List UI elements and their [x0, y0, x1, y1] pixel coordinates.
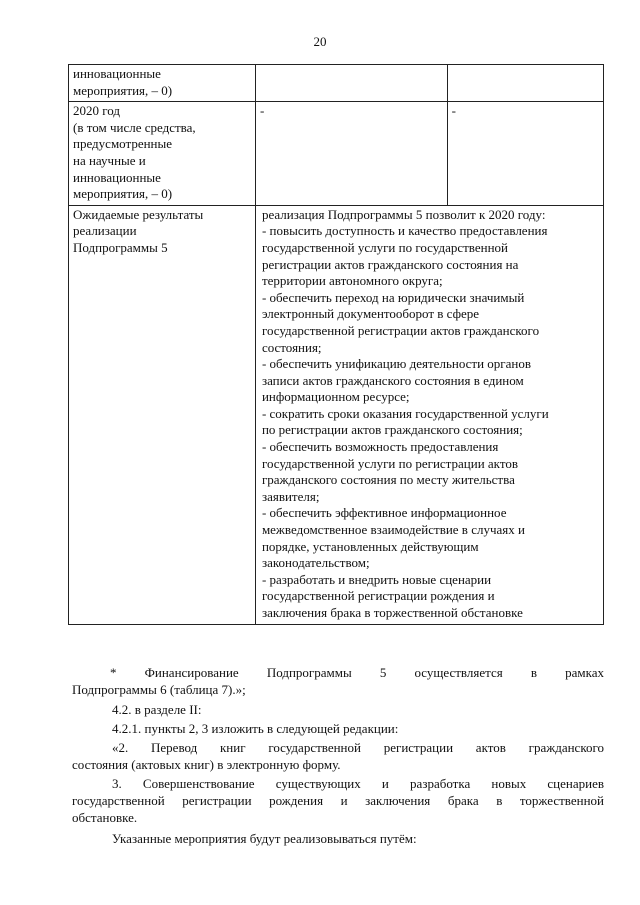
cell-line: 2020 год	[73, 103, 120, 119]
result-line: состояния;	[261, 339, 322, 355]
cell-line: инновационные	[73, 169, 161, 185]
cell-line: на научные и	[73, 152, 146, 168]
cell-dash: -	[451, 103, 456, 119]
cell-line: (в том числе средства,	[73, 119, 196, 135]
paragraph: 3. Совершенствование существующих и разработка новых сценариев	[112, 776, 604, 791]
footnote-line: Подпрограммы 6 (таблица 7).»;	[72, 682, 246, 697]
cell-line: реализации	[73, 223, 137, 239]
result-line: государственной регистрации актов гражданского	[261, 322, 540, 338]
cell-line: мероприятия, – 0)	[73, 186, 173, 202]
result-line: - обеспечить эффективное информационное	[261, 505, 507, 521]
table-row	[69, 205, 604, 624]
paragraph: состояния (актовых книг) в электронную форму.	[72, 757, 341, 772]
result-line: законодательством;	[261, 555, 370, 571]
cell-line: предусмотренные	[73, 136, 173, 152]
amendment-text	[72, 701, 604, 847]
footnote	[72, 664, 604, 698]
result-line: информационном ресурсе;	[261, 389, 410, 405]
subprogram-table	[68, 64, 604, 625]
table-cell-value	[447, 65, 603, 102]
result-line: реализация Подпрограммы 5 позволит к 2020 году:	[261, 206, 546, 222]
table-cell-label	[69, 65, 256, 102]
result-line: территории автономного округа;	[261, 273, 443, 289]
result-line: - разработать и внедрить новые сценарии	[261, 571, 492, 587]
table-cell-value	[255, 65, 447, 102]
result-line: - обеспечить унификацию деятельности органов	[261, 356, 532, 372]
result-line: государственной услуги по регистрации актов	[261, 455, 518, 471]
table-cell-value	[255, 102, 447, 206]
paragraph: 4.2.1. пункты 2, 3 изложить в следующей редакции:	[112, 721, 399, 736]
cell-line: мероприятия, – 0)	[73, 82, 173, 98]
table-cell-value	[447, 102, 603, 206]
result-line: гражданского состояния по месту жительства	[261, 472, 515, 488]
table-cell-label	[69, 102, 256, 206]
result-line: - сократить сроки оказания государственной услуги	[261, 405, 549, 421]
result-line: - обеспечить возможность предоставления	[261, 439, 499, 455]
result-line: - обеспечить переход на юридически значимый	[261, 289, 525, 305]
result-line: порядке, установленных действующим	[261, 538, 479, 554]
result-line: заключения брака в торжественной обстановке	[261, 605, 523, 620]
cell-line: Подпрограммы 5	[73, 239, 168, 255]
result-line: по регистрации актов гражданского состояния;	[261, 422, 523, 438]
result-line: заявителя;	[261, 488, 320, 504]
paragraph: обстановке.	[72, 810, 138, 825]
table-row	[69, 102, 604, 206]
paragraph: Указанные мероприятия будут реализовываться путём:	[112, 831, 417, 846]
paragraph: 4.2. в разделе II:	[112, 702, 202, 717]
result-line: межведомственное взаимодействие в случаях и	[261, 522, 525, 538]
cell-dash: -	[259, 103, 265, 119]
result-line: государственной регистрации рождения и	[261, 588, 495, 604]
result-line: записи актов гражданского состояния в едином	[261, 372, 524, 388]
paragraph: «2. Перевод книг государственной регистрации актов гражданского	[112, 740, 604, 755]
page-number: 20	[313, 34, 327, 49]
table-cell-label	[69, 205, 256, 624]
expected-results-cell	[255, 205, 603, 624]
result-line: - повысить доступность и качество предоставления	[261, 223, 548, 239]
result-line: регистрации актов гражданского состояния на	[261, 256, 519, 272]
cell-line: Ожидаемые результаты	[73, 206, 204, 222]
footnote-line: * Финансирование Подпрограммы 5 осуществляется в рамках	[110, 665, 604, 680]
cell-line: инновационные	[73, 66, 161, 81]
result-line: государственной услуги по государственной	[261, 239, 508, 255]
result-line: электронный документооборот в сфере	[261, 306, 480, 322]
table-row	[69, 65, 604, 102]
paragraph: государственной регистрации рождения и заключения брака в торжественной	[72, 793, 604, 808]
